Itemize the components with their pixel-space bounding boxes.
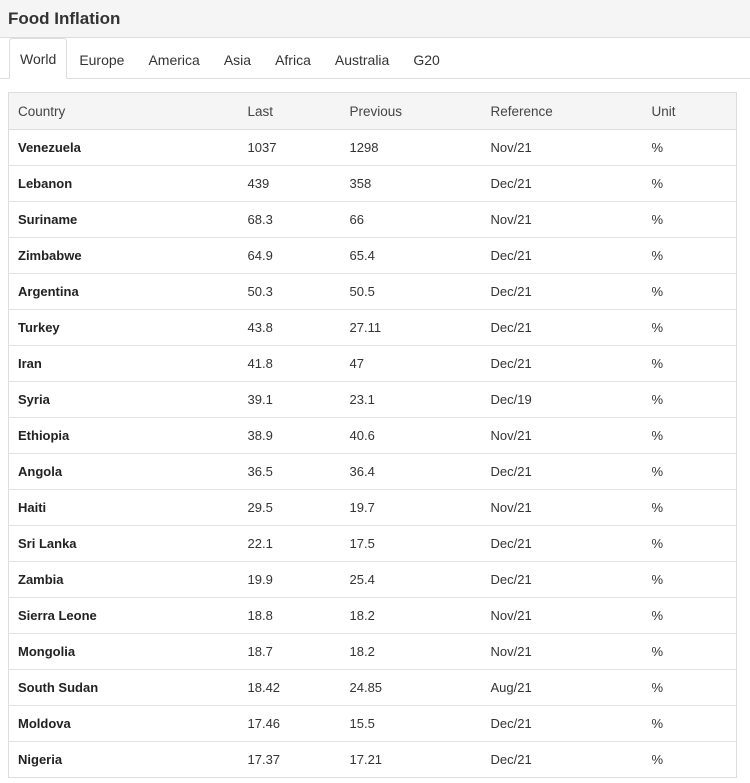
cell-unit: % bbox=[652, 382, 737, 418]
table-row bbox=[9, 670, 737, 706]
cell-last: 18.42 bbox=[248, 670, 350, 706]
table-header-row bbox=[9, 93, 737, 130]
tab-asia[interactable]: Asia bbox=[223, 51, 252, 68]
cell-reference: Aug/21 bbox=[491, 670, 652, 706]
cell-previous: 358 bbox=[350, 166, 491, 202]
table-row bbox=[9, 130, 737, 166]
table-row bbox=[9, 562, 737, 598]
cell-last: 43.8 bbox=[248, 310, 350, 346]
cell-reference: Dec/19 bbox=[491, 382, 652, 418]
column-header-unit[interactable]: Unit bbox=[652, 93, 737, 130]
cell-reference: Dec/21 bbox=[491, 454, 652, 490]
inflation-table-container bbox=[8, 92, 737, 778]
cell-reference: Nov/21 bbox=[491, 634, 652, 670]
column-header-reference[interactable]: Reference bbox=[491, 93, 652, 130]
cell-last: 68.3 bbox=[248, 202, 350, 238]
cell-reference: Dec/21 bbox=[491, 562, 652, 598]
cell-unit: % bbox=[652, 598, 737, 634]
tab-america[interactable]: America bbox=[148, 51, 200, 68]
table-row bbox=[9, 598, 737, 634]
cell-previous: 47 bbox=[350, 346, 491, 382]
cell-last: 22.1 bbox=[248, 526, 350, 562]
cell-reference: Dec/21 bbox=[491, 238, 652, 274]
cell-country[interactable]: Ethiopia bbox=[9, 418, 248, 454]
cell-previous: 27.11 bbox=[350, 310, 491, 346]
cell-previous: 19.7 bbox=[350, 490, 491, 526]
cell-country[interactable]: Moldova bbox=[9, 706, 248, 742]
cell-unit: % bbox=[652, 346, 737, 382]
cell-country[interactable]: South Sudan bbox=[9, 670, 248, 706]
cell-reference: Nov/21 bbox=[491, 202, 652, 238]
cell-previous: 36.4 bbox=[350, 454, 491, 490]
cell-country[interactable]: Iran bbox=[9, 346, 248, 382]
cell-previous: 24.85 bbox=[350, 670, 491, 706]
cell-reference: Dec/21 bbox=[491, 310, 652, 346]
cell-country[interactable]: Nigeria bbox=[9, 742, 248, 778]
cell-last: 36.5 bbox=[248, 454, 350, 490]
table-row bbox=[9, 166, 737, 202]
cell-previous: 40.6 bbox=[350, 418, 491, 454]
cell-reference: Nov/21 bbox=[491, 598, 652, 634]
cell-last: 18.8 bbox=[248, 598, 350, 634]
cell-reference: Nov/21 bbox=[491, 418, 652, 454]
cell-country[interactable]: Syria bbox=[9, 382, 248, 418]
cell-previous: 50.5 bbox=[350, 274, 491, 310]
cell-previous: 1298 bbox=[350, 130, 491, 166]
cell-unit: % bbox=[652, 274, 737, 310]
column-header-previous[interactable]: Previous bbox=[350, 93, 491, 130]
tab-g20[interactable]: G20 bbox=[413, 51, 440, 68]
cell-last: 17.37 bbox=[248, 742, 350, 778]
table-row bbox=[9, 742, 737, 778]
table-row bbox=[9, 490, 737, 526]
cell-country[interactable]: Zimbabwe bbox=[9, 238, 248, 274]
tab-africa[interactable]: Africa bbox=[275, 51, 311, 68]
table-row bbox=[9, 310, 737, 346]
cell-reference: Dec/21 bbox=[491, 274, 652, 310]
column-header-country[interactable]: Country bbox=[9, 93, 248, 130]
table-row bbox=[9, 418, 737, 454]
cell-unit: % bbox=[652, 454, 737, 490]
cell-country[interactable]: Sri Lanka bbox=[9, 526, 248, 562]
cell-country[interactable]: Argentina bbox=[9, 274, 248, 310]
cell-unit: % bbox=[652, 418, 737, 454]
cell-country[interactable]: Zambia bbox=[9, 562, 248, 598]
cell-last: 39.1 bbox=[248, 382, 350, 418]
cell-previous: 65.4 bbox=[350, 238, 491, 274]
cell-country[interactable]: Haiti bbox=[9, 490, 248, 526]
cell-unit: % bbox=[652, 706, 737, 742]
page-title: Food Inflation bbox=[8, 8, 121, 28]
cell-last: 38.9 bbox=[248, 418, 350, 454]
region-tabs bbox=[0, 38, 750, 79]
table-row bbox=[9, 454, 737, 490]
cell-reference: Nov/21 bbox=[491, 490, 652, 526]
cell-previous: 66 bbox=[350, 202, 491, 238]
cell-unit: % bbox=[652, 634, 737, 670]
tab-australia[interactable]: Australia bbox=[334, 51, 390, 68]
cell-previous: 18.2 bbox=[350, 598, 491, 634]
page-header bbox=[0, 0, 750, 38]
cell-country[interactable]: Angola bbox=[9, 454, 248, 490]
tab-europe[interactable]: Europe bbox=[79, 51, 125, 68]
cell-previous: 17.5 bbox=[350, 526, 491, 562]
cell-last: 439 bbox=[248, 166, 350, 202]
cell-last: 50.3 bbox=[248, 274, 350, 310]
cell-country[interactable]: Turkey bbox=[9, 310, 248, 346]
table-row bbox=[9, 346, 737, 382]
cell-unit: % bbox=[652, 130, 737, 166]
cell-country[interactable]: Sierra Leone bbox=[9, 598, 248, 634]
cell-reference: Nov/21 bbox=[491, 130, 652, 166]
cell-reference: Dec/21 bbox=[491, 526, 652, 562]
cell-country[interactable]: Suriname bbox=[9, 202, 248, 238]
cell-unit: % bbox=[652, 310, 737, 346]
table-row bbox=[9, 274, 737, 310]
table-row bbox=[9, 706, 737, 742]
cell-country[interactable]: Lebanon bbox=[9, 166, 248, 202]
table-row bbox=[9, 202, 737, 238]
cell-reference: Dec/21 bbox=[491, 166, 652, 202]
cell-previous: 15.5 bbox=[350, 706, 491, 742]
cell-unit: % bbox=[652, 166, 737, 202]
cell-unit: % bbox=[652, 526, 737, 562]
cell-previous: 18.2 bbox=[350, 634, 491, 670]
cell-last: 64.9 bbox=[248, 238, 350, 274]
inflation-table bbox=[8, 92, 737, 778]
table-row bbox=[9, 526, 737, 562]
tab-world[interactable]: World bbox=[9, 38, 67, 79]
table-row bbox=[9, 382, 737, 418]
table-row bbox=[9, 634, 737, 670]
cell-last: 1037 bbox=[248, 130, 350, 166]
cell-reference: Dec/21 bbox=[491, 706, 652, 742]
cell-country[interactable]: Venezuela bbox=[9, 130, 248, 166]
cell-unit: % bbox=[652, 562, 737, 598]
cell-last: 41.8 bbox=[248, 346, 350, 382]
cell-unit: % bbox=[652, 670, 737, 706]
cell-previous: 23.1 bbox=[350, 382, 491, 418]
cell-last: 19.9 bbox=[248, 562, 350, 598]
table-row bbox=[9, 238, 737, 274]
cell-previous: 25.4 bbox=[350, 562, 491, 598]
cell-reference: Dec/21 bbox=[491, 346, 652, 382]
column-header-last[interactable]: Last bbox=[248, 93, 350, 130]
cell-unit: % bbox=[652, 742, 737, 778]
cell-last: 18.7 bbox=[248, 634, 350, 670]
cell-previous: 17.21 bbox=[350, 742, 491, 778]
cell-country[interactable]: Mongolia bbox=[9, 634, 248, 670]
table-body bbox=[9, 130, 737, 778]
cell-reference: Dec/21 bbox=[491, 742, 652, 778]
cell-last: 17.46 bbox=[248, 706, 350, 742]
cell-unit: % bbox=[652, 490, 737, 526]
cell-last: 29.5 bbox=[248, 490, 350, 526]
cell-unit: % bbox=[652, 202, 737, 238]
cell-unit: % bbox=[652, 238, 737, 274]
